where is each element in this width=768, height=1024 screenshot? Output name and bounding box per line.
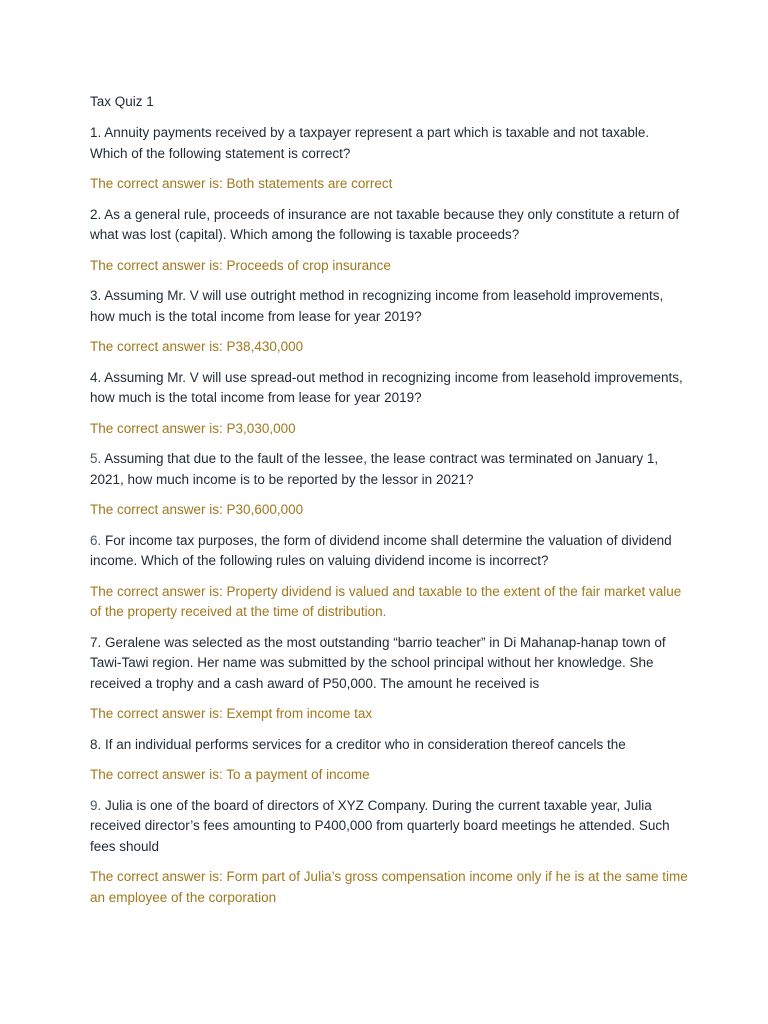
question-5	[90, 449, 690, 490]
answer-8: The correct answer is: To a payment of income	[90, 767, 370, 782]
question-1	[90, 123, 690, 164]
answer-7: The correct answer is: Exempt from income tax	[90, 706, 373, 721]
question-text: Assuming Mr. V will use spread-out method in recognizing income from leasehold improvements, how much is the total income from lease for year 2019?	[90, 369, 683, 405]
question-number: 7.	[90, 634, 102, 650]
question-text: For income tax purposes, the form of dividend income shall determine the valuation of dividend income. Which of the following rules on valuing dividend income is incorrect?	[90, 532, 672, 568]
question-text: As a general rule, proceeds of insurance are not taxable because they only constitute a return of what was lost (capital). Which among the following is taxable proceeds?	[90, 206, 680, 242]
answer-6: The correct answer is: Property dividend is valued and taxable to the extent of the fair market value of the property received at the time of distribution.	[90, 583, 682, 619]
document-title: Tax Quiz 1	[90, 94, 154, 109]
question-text: Assuming that due to the fault of the lessee, the lease contract was terminated on January 1, 2021, how much income is to be reported by the lessor in 2021?	[90, 451, 659, 487]
question-text: Assuming Mr. V will use outright method in recognizing income from leasehold improvements, how much is the total income from lease for year 2019?	[90, 288, 664, 324]
answer-2: The correct answer is: Proceeds of crop insurance	[90, 257, 391, 273]
question-text: Annuity payments received by a taxpayer represent a part which is taxable and not taxable. Which of the following statement is correct?	[90, 125, 650, 161]
question-number: 8.	[90, 736, 102, 752]
question-3	[90, 286, 690, 327]
question-number: 3.	[90, 288, 102, 303]
question-7	[90, 633, 690, 695]
question-8	[90, 735, 690, 756]
answer-4: The correct answer is: P3,030,000	[90, 420, 296, 436]
question-2	[90, 205, 690, 246]
question-number: 9.	[90, 797, 102, 813]
answer-5: The correct answer is: P30,600,000	[90, 502, 304, 517]
question-text: Julia is one of the board of directors of XYZ Company. During the current taxable year, Julia received director’s fees amounting to P400,000 from quarterly board meetings he attended. Such fees should	[90, 797, 670, 854]
question-9	[90, 796, 690, 858]
answer-9: The correct answer is: Form part of Julia’s gross compensation income only if he is at the same time an employee of the corporation	[90, 869, 688, 905]
question-number: 6.	[90, 532, 102, 548]
question-number: 2.	[90, 206, 102, 222]
answer-3: The correct answer is: P38,430,000	[90, 339, 304, 354]
question-6	[90, 531, 690, 572]
answer-1: The correct answer is: Both statements are correct	[90, 176, 393, 191]
question-number: 1.	[90, 125, 102, 140]
question-4	[90, 368, 690, 409]
question-number: 5.	[90, 451, 102, 466]
question-number: 4.	[90, 369, 102, 385]
question-text: If an individual performs services for a creditor who in consideration thereof cancels the	[105, 736, 626, 752]
document-content	[90, 92, 690, 918]
question-text: Geralene was selected as the most outstanding “barrio teacher” in Di Mahanap-hanap town of Tawi-Tawi region. Her name was submitted by the school principal without her knowledge. She received a trophy and a cash award of P50,000. The amount he received is	[90, 634, 666, 691]
